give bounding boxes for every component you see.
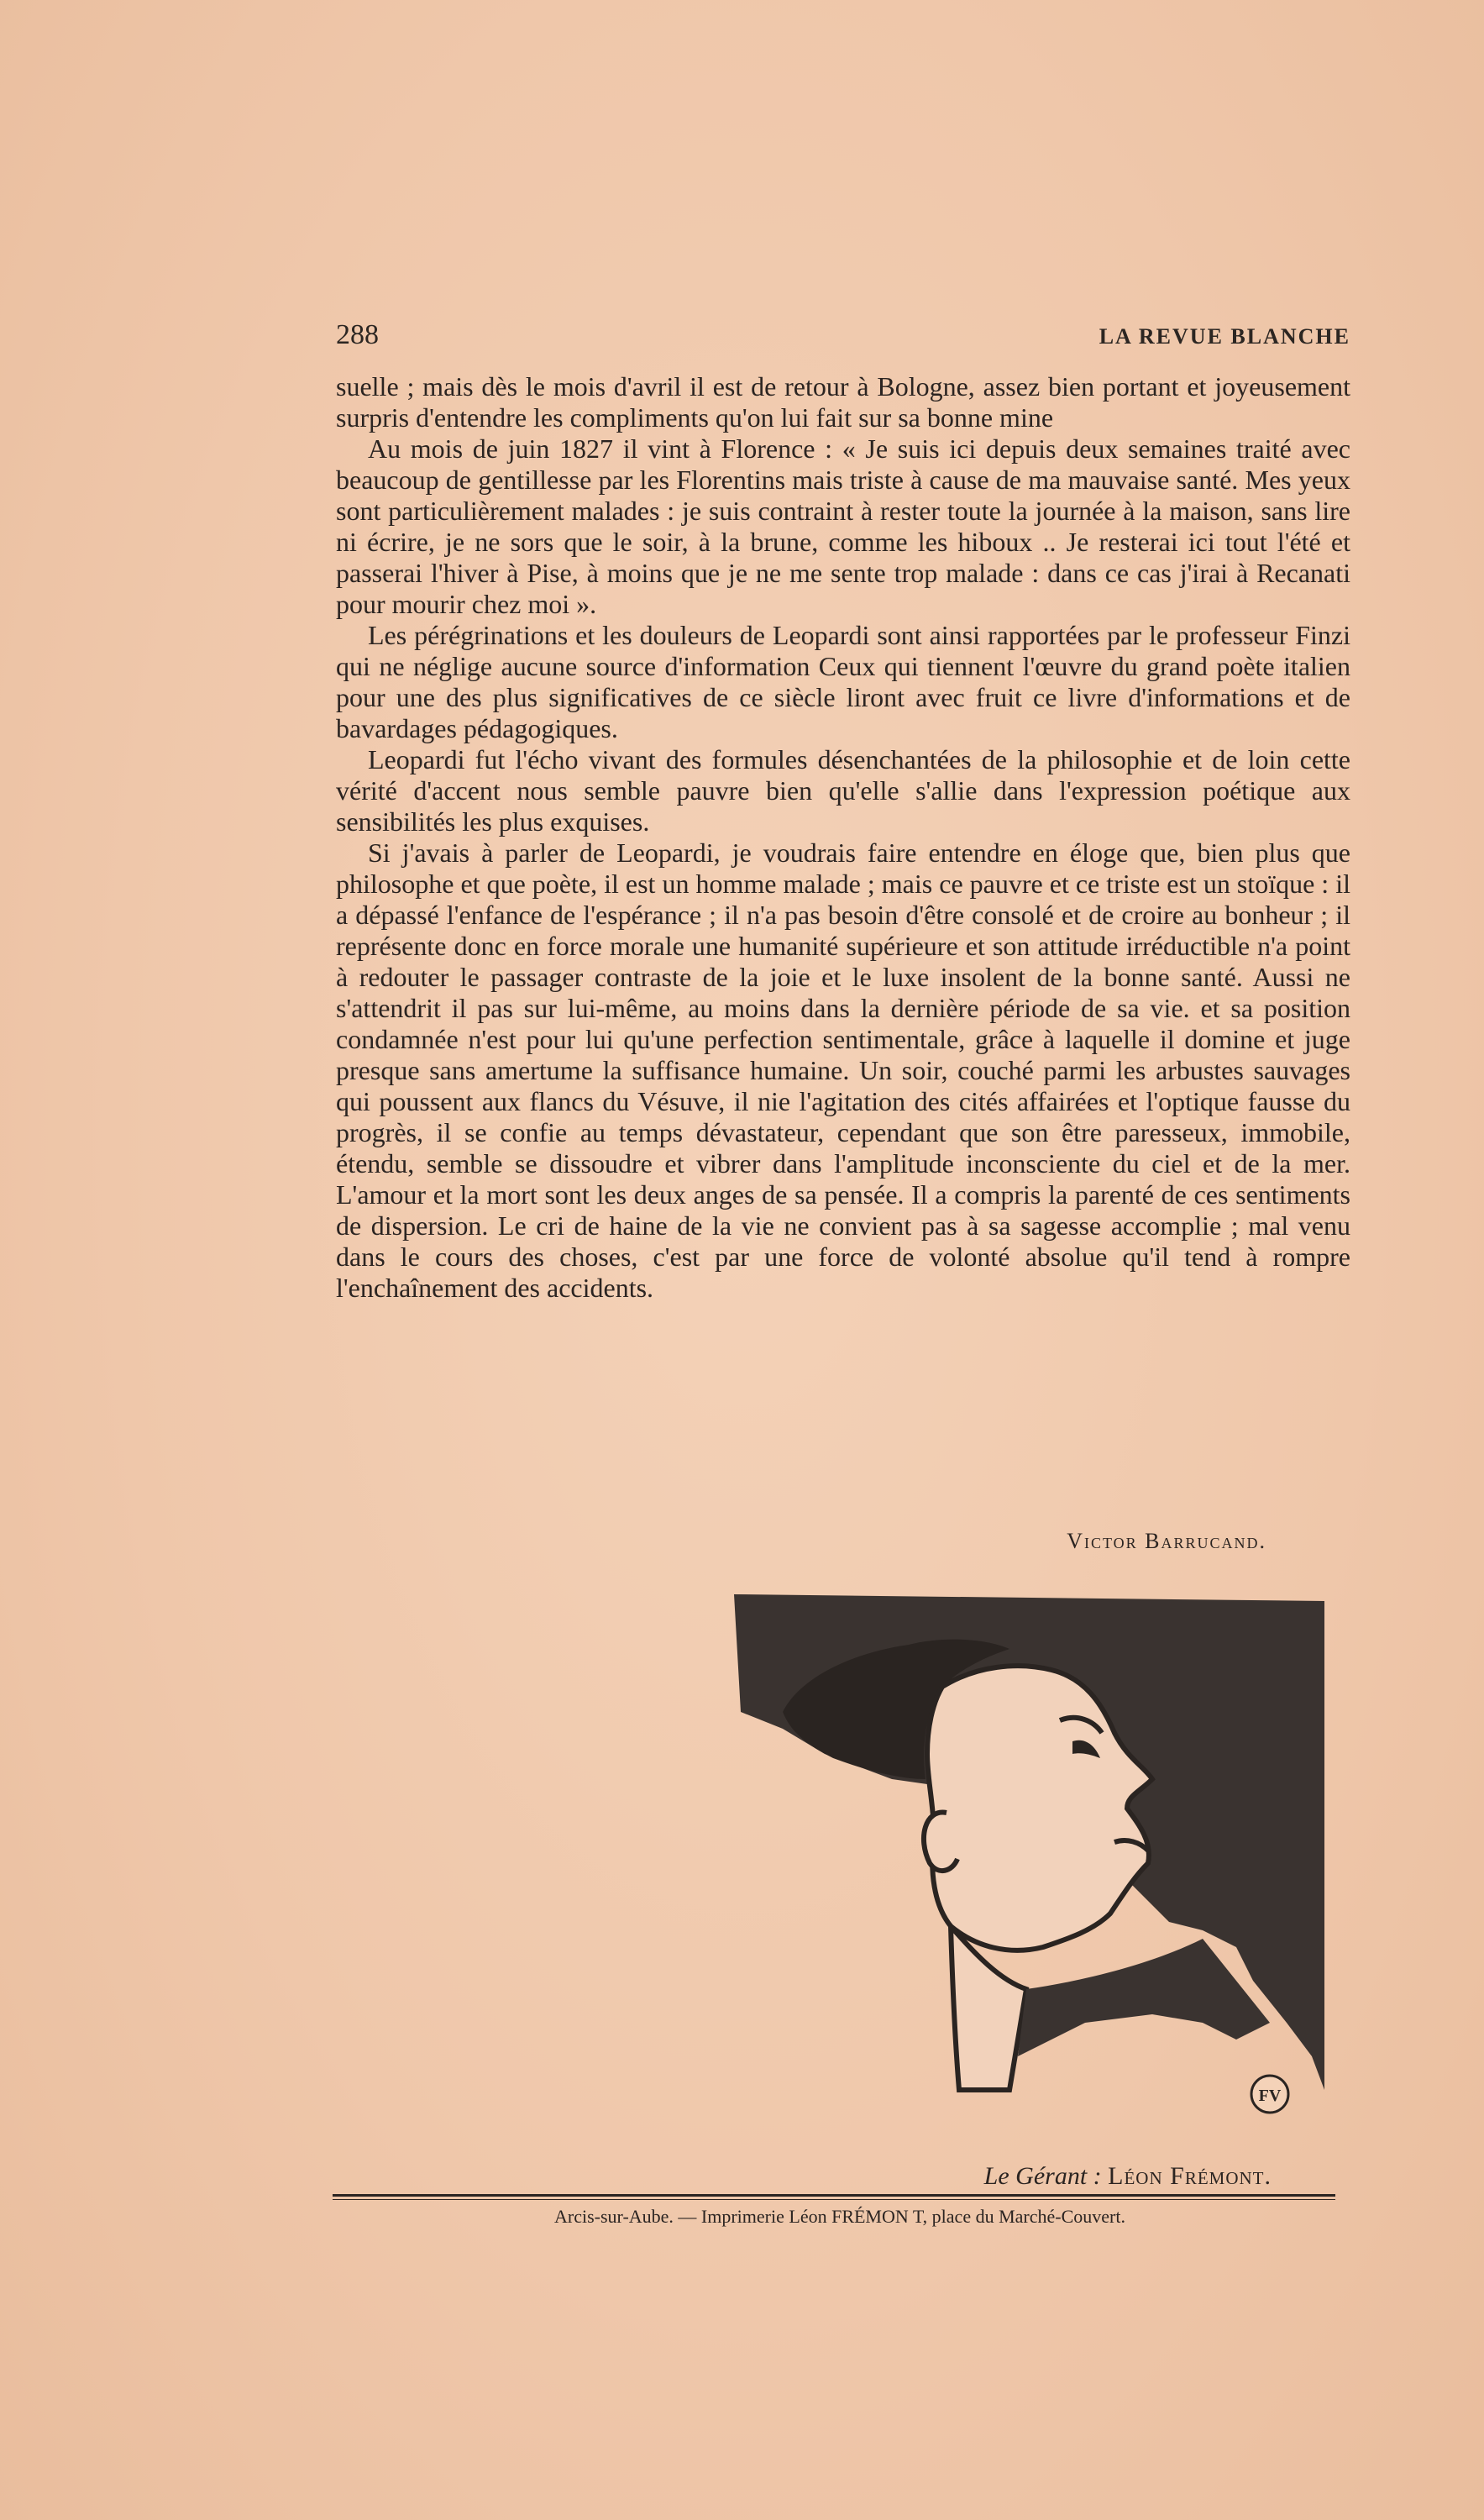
printer-imprint: Arcis-sur-Aube. — Imprimerie Léon FRÉMON T, place du Marché-Couvert. [554, 2206, 1125, 2227]
page-number: 288 [336, 319, 379, 350]
paragraph-2: Au mois de juin 1827 il vint à Florence : « Je suis ici depuis deux semaines traité avec beaucoup de gentillesse par les Florentins mais triste à cause de ma mauvaise santé. Mes yeux sont particulièrement malades : je suis contraint à rester toute la journée à la maison, sans lire ni écrire, je ne sors que le soir, à la brune, comme les hiboux .. Je resterai ici tout l'été et passerai l'hiver à Pise, à moins que je ne me sente trop malade : dans ce cas j'irai à Recanati pour mourir chez moi ». [336, 433, 1350, 619]
paragraph-5: Si j'avais à parler de Leopardi, je voudrais faire entendre en éloge que, bien plus que philosophe et que poète, il est un homme malade ; mais ce pauvre et ce triste est un stoïque : il a dépassé l'enfance de l'espérance ; il n'a pas besoin d'être consolé et de croire au bonheur ; il représente donc en force morale une humanité supérieure et son attitude irréductible n'a point à redouter le passager contraste de la joie et le luxe insolent de la bonne santé. Aussi ne s'attendrit il pas sur lui-même, au moins dans la dernière période de sa vie. et sa position condamnée n'est pour lui qu'une perfection sentimentale, grâce à laquelle il domine et juge presque sans amertume la suffisance humaine. Un soir, couché parmi les arbustes sauvages qui poussent aux flancs du Vésuve, il nie l'agitation des cités affairées et l'optique fausse du progrès, il se confie au temps dévastateur, cependant que son être paresseux, immobile, étendu, semble se dissoudre et vibrer dans l'amplitude inconsciente du ciel et de la mer. L'amour et la mort sont les deux anges de sa pensée. Il a compris la parenté de ces sentiments de dispersion. Le cri de haine de la vie ne convient pas à sa sagesse accomplie ; mal venu dans le cours des choses, c'est par une force de volonté absolue qu'il tend à rompre l'enchaînement des accidents. [336, 837, 1350, 1303]
page-header [336, 319, 1350, 358]
woodcut-portrait [732, 1586, 1324, 2115]
paragraph-1: suelle ; mais dès le mois d'avril il est de retour à Bologne, assez bien portant et joyeusement surpris d'entendre les compliments qu'on lui fait sur sa bonne mine [336, 371, 1350, 433]
artist-monogram [1251, 2076, 1288, 2113]
collar [1018, 1939, 1270, 2056]
footer-rule [333, 2194, 1335, 2197]
footer-rule-thin [333, 2199, 1335, 2200]
gerant-label: Le Gérant : [983, 2162, 1102, 2190]
gerant-name: Léon Frémont. [1108, 2162, 1272, 2190]
running-title: LA REVUE BLANCHE [1099, 324, 1350, 349]
author-signature: Victor Barrucand. [1067, 1529, 1266, 1553]
monogram-text: FV [1258, 2087, 1282, 2105]
gerant-line [840, 2162, 1272, 2191]
article-body [336, 371, 1350, 1304]
paragraph-4: Leopardi fut l'écho vivant des formules désenchantées de la philosophie et de loin cette vérité d'accent nous semble pauvre bien qu'elle s'allie dans l'expression poétique aux sensibilités les plus exquises. [336, 744, 1350, 837]
paragraph-3: Les pérégrinations et les douleurs de Leopardi sont ainsi rapportées par le professeur Finzi qui ne néglige aucune source d'information Ceux qui tiennent l'œuvre du grand poète italien pour une des plus significatives de ce siècle liront avec fruit ce livre d'informations et de bavardages pédagogiques. [336, 620, 1350, 743]
